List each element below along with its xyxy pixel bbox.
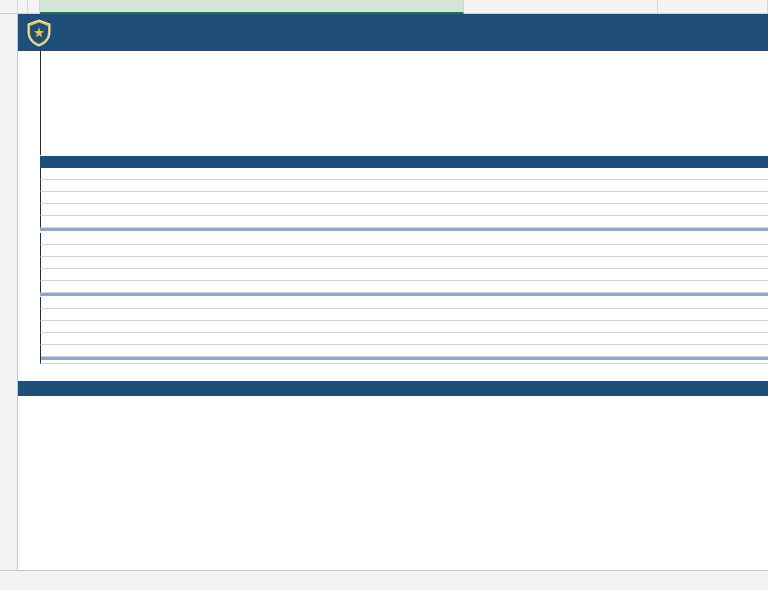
field-telephone[interactable] [40,269,768,281]
field-contact-function[interactable] [40,321,768,333]
column-header-f[interactable] [658,0,768,14]
intro-text-cell[interactable] [40,51,768,155]
questions-header-row [18,381,768,396]
separator-bar [40,228,768,231]
column-header-a[interactable] [18,0,28,14]
field-country[interactable] [40,216,768,228]
sheet-tab-bar [0,570,768,590]
field-company-name[interactable] [40,168,768,180]
field-address[interactable] [40,180,768,192]
field-filled-in-by[interactable] [40,233,768,245]
field-contact-telephone[interactable] [40,333,768,345]
worksheet-grid[interactable] [18,14,768,570]
field-date[interactable] [40,352,768,364]
field-name[interactable] [40,245,768,257]
banner-row [18,14,768,51]
field-contact-name[interactable] [40,309,768,321]
field-function[interactable] [40,257,768,269]
field-city[interactable] [40,204,768,216]
column-header-e[interactable] [464,0,658,14]
select-all-corner[interactable] [0,0,18,14]
column-header-bar [0,0,768,14]
row-header-column [0,14,18,570]
field-zip[interactable] [40,192,768,204]
column-header-b[interactable] [28,0,40,14]
supplier-info-header [40,156,768,168]
separator-bar [40,293,768,296]
field-contact[interactable] [40,297,768,309]
shield-logo-icon [27,19,51,47]
column-header-c[interactable] [40,0,464,14]
field-email[interactable] [40,281,768,293]
